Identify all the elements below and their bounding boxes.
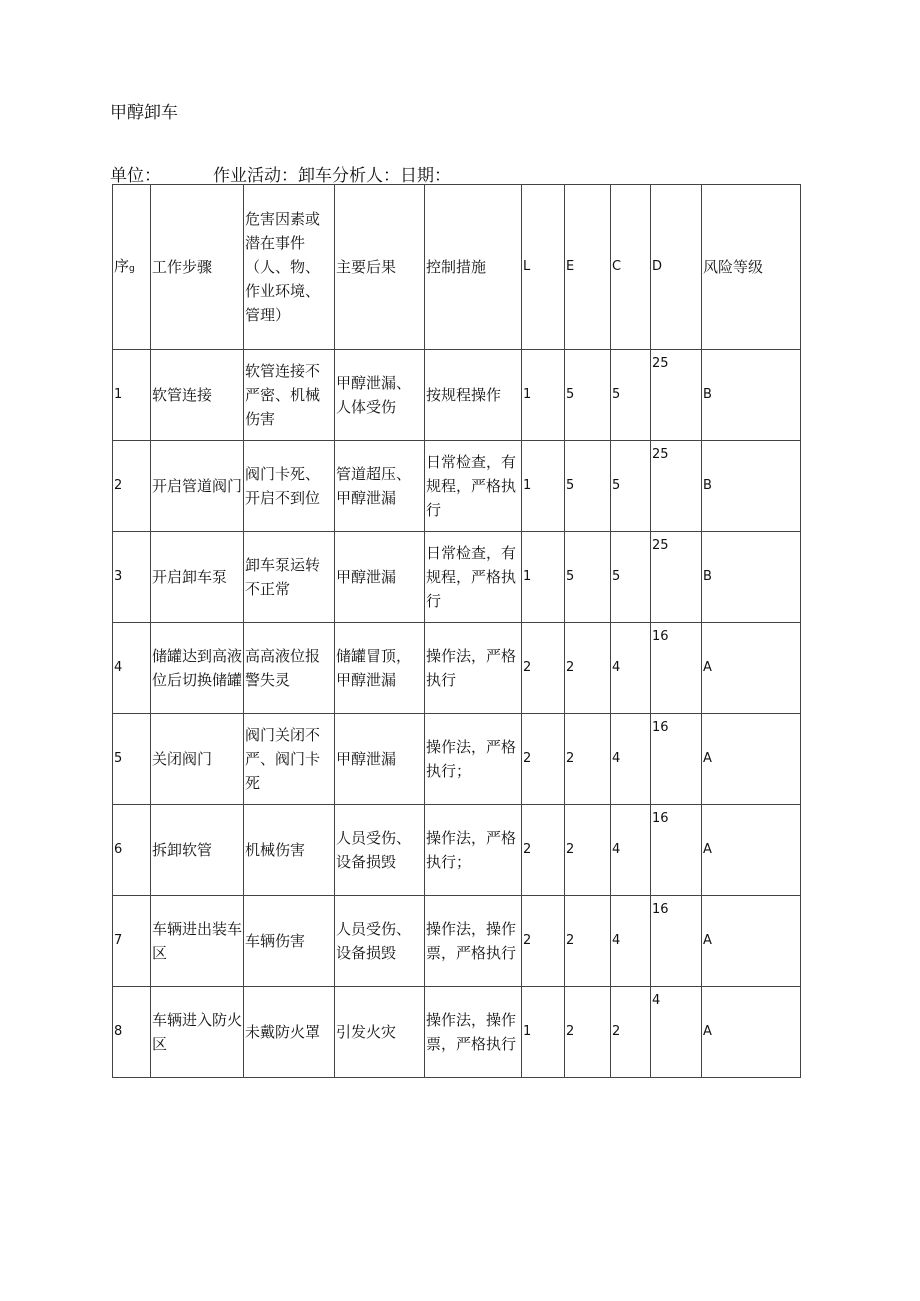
cell-hazard: 卸车泵运转不正常 — [244, 532, 335, 623]
cell-risk: A — [702, 896, 801, 987]
header-hazard: 危害因素或潜在事件（人、物、作业环境、管理） — [244, 185, 335, 350]
table-row — [113, 441, 801, 532]
cell-l: 2 — [522, 896, 565, 987]
cell-d: 16 — [651, 714, 702, 805]
header-step: 工作步骤 — [151, 185, 244, 350]
cell-e: 2 — [565, 623, 611, 714]
header-consequence: 主要后果 — [335, 185, 425, 350]
cell-risk: A — [702, 805, 801, 896]
cell-control: 操作法，严格执行； — [425, 714, 522, 805]
cell-control: 按规程操作 — [425, 350, 522, 441]
cell-risk: B — [702, 350, 801, 441]
cell-seq: 1 — [113, 350, 151, 441]
cell-c: 4 — [611, 805, 651, 896]
activity-label: 作业活动：卸车 — [213, 166, 332, 186]
cell-c: 4 — [611, 623, 651, 714]
cell-control: 操作法，严格执行； — [425, 805, 522, 896]
header-e: E — [565, 185, 611, 350]
table-header-row — [113, 185, 801, 350]
cell-seq: 7 — [113, 896, 151, 987]
cell-seq: 2 — [113, 441, 151, 532]
cell-d: 25 — [651, 532, 702, 623]
date-label: 日期： — [400, 166, 451, 186]
header-control: 控制措施 — [425, 185, 522, 350]
header-d: D — [651, 185, 702, 350]
cell-step: 储罐达到高液位后切换储罐 — [151, 623, 244, 714]
table-row — [113, 896, 801, 987]
cell-risk: B — [702, 441, 801, 532]
cell-step: 车辆进出装车区 — [151, 896, 244, 987]
cell-consequence: 甲醇泄漏 — [335, 532, 425, 623]
cell-step: 关闭阀门 — [151, 714, 244, 805]
cell-step: 开启管道阀门 — [151, 441, 244, 532]
header-c: C — [611, 185, 651, 350]
cell-d: 25 — [651, 350, 702, 441]
cell-hazard: 阀门关闭不严、阀门卡死 — [244, 714, 335, 805]
cell-risk: B — [702, 532, 801, 623]
cell-step: 开启卸车泵 — [151, 532, 244, 623]
cell-seq: 8 — [113, 987, 151, 1078]
cell-l: 2 — [522, 714, 565, 805]
cell-seq: 4 — [113, 623, 151, 714]
cell-consequence: 甲醇泄漏、人体受伤 — [335, 350, 425, 441]
info-line — [110, 161, 451, 186]
cell-c: 4 — [611, 896, 651, 987]
header-risk: 风险等级 — [702, 185, 801, 350]
cell-l: 2 — [522, 805, 565, 896]
cell-c: 5 — [611, 350, 651, 441]
cell-risk: A — [702, 623, 801, 714]
cell-consequence: 储罐冒顶，甲醇泄漏 — [335, 623, 425, 714]
cell-hazard: 高高液位报警失灵 — [244, 623, 335, 714]
cell-hazard: 阀门卡死、开启不到位 — [244, 441, 335, 532]
cell-d: 25 — [651, 441, 702, 532]
cell-d: 4 — [651, 987, 702, 1078]
cell-control: 日常检查，有规程，严格执行 — [425, 532, 522, 623]
cell-c: 4 — [611, 714, 651, 805]
cell-c: 5 — [611, 441, 651, 532]
cell-c: 2 — [611, 987, 651, 1078]
cell-e: 2 — [565, 987, 611, 1078]
cell-hazard: 未戴防火罩 — [244, 987, 335, 1078]
cell-consequence: 人员受伤、设备损毁 — [335, 805, 425, 896]
cell-control: 操作法，操作票，严格执行 — [425, 896, 522, 987]
table-row — [113, 987, 801, 1078]
cell-e: 2 — [565, 805, 611, 896]
header-seq: 序g — [113, 185, 151, 350]
unit-label: 单位： — [110, 166, 161, 186]
cell-l: 1 — [522, 350, 565, 441]
risk-analysis-table — [112, 184, 801, 1078]
cell-consequence: 人员受伤、设备损毁 — [335, 896, 425, 987]
table-row — [113, 714, 801, 805]
cell-consequence: 甲醇泄漏 — [335, 714, 425, 805]
cell-consequence: 引发火灾 — [335, 987, 425, 1078]
document-title: 甲醇卸车 — [110, 103, 178, 123]
cell-e: 2 — [565, 714, 611, 805]
cell-d: 16 — [651, 896, 702, 987]
table-row — [113, 350, 801, 441]
cell-d: 16 — [651, 805, 702, 896]
cell-e: 2 — [565, 896, 611, 987]
cell-l: 1 — [522, 532, 565, 623]
cell-e: 5 — [565, 532, 611, 623]
header-l: L — [522, 185, 565, 350]
table-row — [113, 623, 801, 714]
cell-l: 1 — [522, 987, 565, 1078]
cell-l: 2 — [522, 623, 565, 714]
cell-hazard: 机械伤害 — [244, 805, 335, 896]
cell-c: 5 — [611, 532, 651, 623]
cell-consequence: 管道超压、甲醇泄漏 — [335, 441, 425, 532]
cell-hazard: 软管连接不严密、机械伤害 — [244, 350, 335, 441]
cell-step: 拆卸软管 — [151, 805, 244, 896]
cell-e: 5 — [565, 350, 611, 441]
cell-control: 操作法，操作票，严格执行 — [425, 987, 522, 1078]
cell-seq: 5 — [113, 714, 151, 805]
cell-control: 操作法，严格执行 — [425, 623, 522, 714]
table-row — [113, 532, 801, 623]
analyst-label: 分析人： — [332, 166, 400, 186]
cell-hazard: 车辆伤害 — [244, 896, 335, 987]
cell-step: 软管连接 — [151, 350, 244, 441]
cell-seq: 6 — [113, 805, 151, 896]
cell-control: 日常检查，有规程，严格执行 — [425, 441, 522, 532]
cell-d: 16 — [651, 623, 702, 714]
cell-step: 车辆进入防火区 — [151, 987, 244, 1078]
cell-risk: A — [702, 714, 801, 805]
cell-risk: A — [702, 987, 801, 1078]
cell-l: 1 — [522, 441, 565, 532]
cell-seq: 3 — [113, 532, 151, 623]
cell-e: 5 — [565, 441, 611, 532]
table-row — [113, 805, 801, 896]
